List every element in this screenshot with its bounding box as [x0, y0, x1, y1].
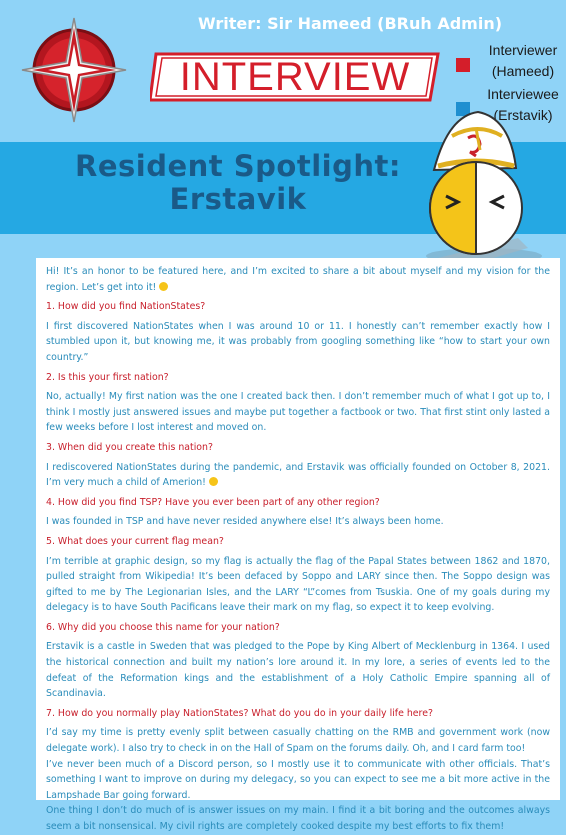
- answer-7-paragraph-3: One thing I don’t do much of is answer issues on my main. I find it a bit boring and the outcomes always seem a bit nonsensical. My civil rights are completely cooked despite my best efforts to fix them!: [46, 805, 550, 832]
- answer-7-paragraph-2: I’ve never been much of a Discord person, so I mostly use it to communicate with other officials. That’s something I want to improve on during my delegacy, so you can expect to see me a bit more active in the Lampshade Bar going forward.: [46, 758, 550, 801]
- answer-3: [46, 460, 550, 491]
- compass-star-icon: [18, 14, 130, 126]
- interviewer-label: Interviewer (Hameed): [488, 42, 558, 79]
- legend-interviewer: [456, 40, 566, 82]
- question-5: 5. What does your current flag mean?: [46, 535, 224, 547]
- question-2: 2. Is this your first nation?: [46, 371, 169, 383]
- writer-credit: Writer: Sir Hameed (BRuh Admin): [198, 14, 503, 33]
- answer-4: I was founded in TSP and have never resided anywhere else! It’s always been home.: [46, 516, 444, 528]
- answer-1: I first discovered NationStates when I was around 10 or 11. I honestly can’t remember exactly how I stumbled upon it, but knowing me, it was probably from googling something like “how to start your own country.”: [46, 320, 550, 363]
- papal-ball-mascot-icon: [398, 108, 548, 278]
- answer-2: No, actually! My first nation was the one I created back then. I don’t remember much of what I got up to, I think I mostly just answered issues and maybe put together a factbook or two. That first stint only lasted a few weeks before I lost interest and moved on.: [46, 391, 550, 434]
- page-title: [48, 150, 428, 216]
- interview-content: [36, 258, 560, 832]
- question-7: 7. How do you normally play NationStates? What do you do in your daily life here?: [46, 707, 433, 719]
- question-6: 6. Why did you choose this name for your nation?: [46, 621, 280, 633]
- upside-down-emoji-icon: [209, 477, 218, 486]
- smile-emoji-icon: [159, 282, 168, 291]
- answer-5: I’m terrible at graphic design, so my flag is actually the flag of the Papal States between 1862 and 1870, pulled straight from Wikipedia! It’s been defaced by Soppo and LARY since then. The Soppo design was gifted to me by The Legionarian Isles, and the LARY “L”comes from Tsuskia. One of my goals during my delegacy is to have South Pacificans leave their mark on my flag, so expect it to keep evolving.: [46, 555, 550, 614]
- title-line-2: Erstavik: [169, 182, 307, 216]
- intro-text-body: Hi! It’s an honor to be featured here, and I’m excited to share a bit about myself and my vision for the region. Let’s get into it!: [46, 266, 550, 293]
- answer-7-paragraph-1: I’d say my time is pretty evenly split between casually chatting on the RMB and government work (now delegate work). I also try to check in on the Hall of Spam on the forums daily. Oh, and I card farm too!: [46, 727, 550, 755]
- interview-title: INTERVIEW: [179, 55, 411, 99]
- intro-text: [46, 264, 550, 295]
- answer-6: Erstavik is a castle in Sweden that was pledged to the Pope by King Albert of Mecklenburg in 1364. I used the historical connection and built my nation’s lore around it. In my lore, a series of events led to the defeat of the Reformation kings and the establishment of a Holy Catholic Empire spanning all of Scandinavia.: [46, 641, 550, 700]
- question-4: 4. How did you find TSP? Have you ever been part of any other region?: [46, 496, 380, 508]
- question-3: 3. When did you create this nation?: [46, 441, 213, 453]
- answer-3-text: I rediscovered NationStates during the pandemic, and Erstavik was officially founded on October 8, 2021. I’m very much a child of Amerion!: [46, 461, 550, 489]
- side-strip: [0, 234, 36, 800]
- title-line-1: Resident Spotlight:: [75, 149, 401, 183]
- interviewee-label: Interviewee (Erstavik): [487, 86, 559, 123]
- question-1: 1. How did you find NationStates?: [46, 301, 206, 313]
- interviewer-swatch: [456, 58, 470, 72]
